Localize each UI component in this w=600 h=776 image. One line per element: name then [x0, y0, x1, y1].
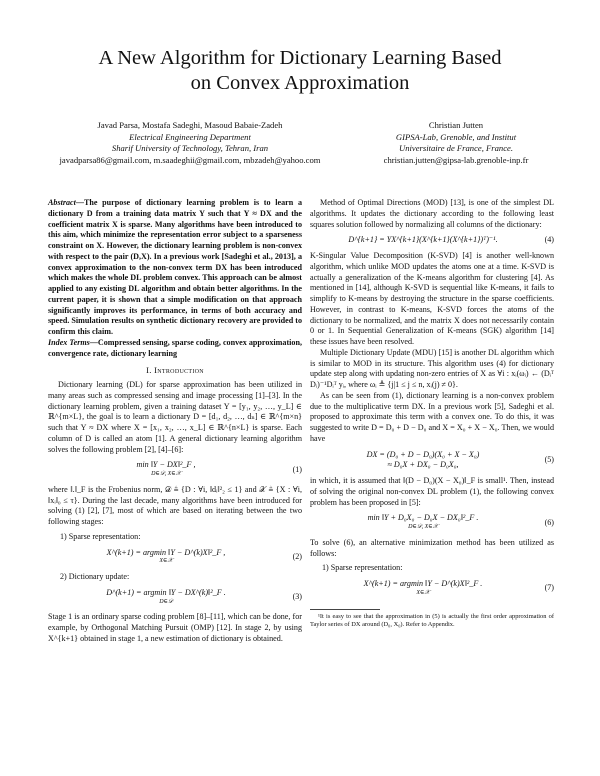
equation-1-body: min ‖Y − DX‖²_F , [136, 460, 196, 470]
intro-paragraph-3: Stage 1 is an ordinary sparse coding problem [8]–[11], which can be done, for example, by Orthogonal Matching Pursuit (OMP) [12]. In stage 2, by using X^{k+1} obtained in stage 1, a new estimation of dictionary is obtained. [48, 612, 302, 643]
convex-paragraph: As can be seen from (1), dictionary learning is a non-convex problem due to the multiplicative term DX. In a previous work [5], Sadeghi et al. proposed to approximate this term with a convex one. To do this, it was suggested to write D = D₀ + D − D₀ and X = X₀ + X − X₀. Then, we would have [310, 390, 554, 443]
author-names: Christian Jutten [428, 120, 484, 130]
title-line-1: A New Algorithm for Dictionary Learning Based [98, 47, 502, 69]
footnote-divider [310, 609, 380, 610]
ksvd-paragraph: K-Singular Value Decomposition (K-SVD) [4] is another well-known algorithm, which unlike MOD updates the atoms one at a time. K-SVD is actually a generalization of the K-means algorithm for clustering [4]. As mentioned in [14], although K-SVD is sequential like K-means, it fails to simplify to K-means by destroying the structure in the sparse coefficients. However, in contrast to K-means, K-SVD forces the atoms of the dictionary to be normalized, and the matrix X does not necessarily contain 0 or 1. In Sequential Generalization of K-means (SGK) algorithm [14] these issues have been resolved. [310, 251, 554, 346]
sparse-representation-item: 1) Sparse representation: [322, 563, 403, 573]
equation-1-subscript: D∈𝒟, X∈𝒳 [151, 471, 181, 477]
title-line-2: on Convex Approximation [190, 72, 410, 94]
equation-1 [48, 460, 302, 480]
equation-6-subscript: D∈𝒟, X∈𝒳 [408, 524, 438, 530]
mdu-paragraph: Multiple Dictionary Update (MDU) [15] is another DL algorithm which is similar to MOD in its structure. This algorithm uses (4) for dictionary update step along with updating non-zero entries of X as ∀i : xᵢ(ωᵢ) ← (Dᵢᵀ Dᵢ)⁻¹Dᵢᵀ yᵢ, where ωᵢ ≜ {j|1 ≤ j ≤ n, xᵢ(j) ≠ 0}. [310, 347, 554, 389]
equation-2-subscript: X∈𝒳 [159, 558, 173, 565]
equation-3 [48, 588, 302, 608]
paper-title [40, 46, 560, 96]
equation-7-number: (7) [544, 583, 554, 593]
index-terms [48, 338, 302, 360]
author-emails: javadparsa86@gmail.com, m.saadeghii@gmail.com, mbzadeh@yahoo.com [59, 154, 321, 165]
equation-2-body: X^(k+1) = argmin ‖Y − D^(k)X‖²_F , [106, 547, 226, 557]
left-column [48, 198, 302, 645]
solve-paragraph: To solve (6), an alternative minimization method has been utilized as follows: [310, 537, 554, 558]
index-terms-lead: Index Terms [48, 337, 90, 347]
equation-4 [310, 235, 554, 246]
index-terms-text: —Compressed sensing, sparse coding, convex approximation, convergence rate, dictionary learning [48, 337, 302, 358]
author-block-right [350, 120, 562, 166]
equation-6 [310, 513, 554, 533]
equation-6-body: min ‖Y + D₀X₀ − D₀X − DX₀‖²_F . [367, 513, 479, 523]
author-department: GIPSA-Lab, Grenoble, and Institut [395, 131, 517, 142]
equation-3-subscript: D∈𝒟 [159, 598, 173, 605]
equation-4-number: (4) [544, 235, 554, 245]
author-department: Electrical Engineering Department [129, 131, 251, 142]
abstract-lead: Abstract [48, 198, 76, 207]
stage-2-item: 2) Dictionary update: [60, 572, 130, 581]
intro-paragraph-2: where ‖.‖_F is the Frobenius norm, 𝒟 ≜ {D : ∀i, ‖dᵢ‖²₂ ≤ 1} and 𝒳 ≜ {X : ∀i, ‖xᵢ‖₀ ≤ τ}. During the last decade, many algorithms have been introduced for solving (1) [2], [7], most of which are based on iterating between the two following stages: [48, 484, 302, 526]
author-emails: christian.jutten@gipsa-lab.grenoble-inp.fr [383, 154, 529, 165]
stage-1-item: 1) Sparse representation: [60, 531, 141, 541]
equation-7 [310, 579, 554, 599]
equation-3-body: D^(k+1) = argmin ‖Y − DX^(k)‖²_F . [106, 587, 226, 597]
author-names: Javad Parsa, Mostafa Sadeghi, Masoud Babaie-Zadeh [97, 120, 283, 130]
equation-2-number: (2) [292, 551, 302, 561]
footnote: ¹It is easy to see that the approximation in (5) is actually the first order approximation of Taylor series of DX around (D₀, X₀). Refer to Appendix. [310, 612, 554, 628]
section-heading: I. Introduction [146, 365, 204, 376]
right-column [310, 198, 554, 629]
equation-7-body: X^(k+1) = argmin ‖Y − D^(k)X‖²_F . [363, 579, 483, 588]
equation-3-number: (3) [292, 592, 302, 602]
equation-5-number: (5) [544, 454, 554, 464]
equation-5-line-1: DX = (D₀ + D − D₀)(X₀ + X − X₀) [366, 449, 480, 459]
equation-2 [48, 548, 302, 568]
intro-paragraph-1: Dictionary learning (DL) for sparse approximation has been utilized in many areas such as compressed sensing and image processing [1]–[3]. In the dictionary learning problem, given a training dataset Y = [y₁, y₂, …, y_L] ∈ ℝ^{m×L}, the goal is to learn a dictionary D = [d₁, d₂, …, dₙ] ∈ ℝ^{m×n} such that Y ≈ DX where X = [x₁, x₂, …, x_L] ∈ ℝ^{n×L} is sparse. Each column of D is called an atom [1]. A general dictionary learning algorithm solves the following problem [2], [4]–[6]: [48, 380, 302, 454]
author-block-left [40, 120, 340, 166]
equation-1-number: (1) [292, 464, 302, 474]
mod-paragraph: Method of Optimal Directions (MOD) [13], is one of the simplest DL algorithms. It updates the dictionary according to the following least squares solution followed by normalizing all columns of the dictionary: [310, 198, 554, 229]
equation-5-line-2: ≈ D₀X + DX₀ − D₀X₀, [387, 460, 459, 470]
assumption-paragraph: in which, it is assumed that ‖(D − D₀)(X − X₀)‖_F is small¹. Then, instead of solving the original non-convex DL problem (1), the following convex problem has been proposed in [5]: [310, 476, 554, 507]
abstract-text: —The purpose of dictionary learning problem is to learn a dictionary D from a training data matrix Y such that Y ≈ DX and the coefficient matrix X is sparse. Many algorithms have been introduced to this aim, which minimize the representation error subject to a sparseness constraint on X. However, the dictionary learning problem is non-convex with respect to the pair (D,X). In a previous work [Sadeghi et al., 2013], a convex approximation to the non-convex term DX has been introduced which makes the whole DL problem convex. This approach can be almost applied to any existing DL algorithm and obtain better algorithms. In the current paper, it is shown that a simple modification on that approach significantly improves its performance, in terms of both accuracy and speed. Simulation results on synthetic dictionary recovery are provided to confirm this claim. [48, 198, 302, 336]
author-university: Universitaire de France, France. [399, 143, 513, 154]
equation-5 [310, 450, 554, 472]
equation-4-body: D^{k+1} = YX^{k+1}(X^{k+1}(X^{k+1})ᵀ)⁻¹. [348, 235, 498, 245]
equation-7-subscript: X∈𝒳 [416, 589, 430, 596]
author-university: Sharif University of Technology, Tehran, Iran [111, 143, 269, 154]
equation-6-number: (6) [544, 517, 554, 527]
abstract [48, 198, 302, 338]
